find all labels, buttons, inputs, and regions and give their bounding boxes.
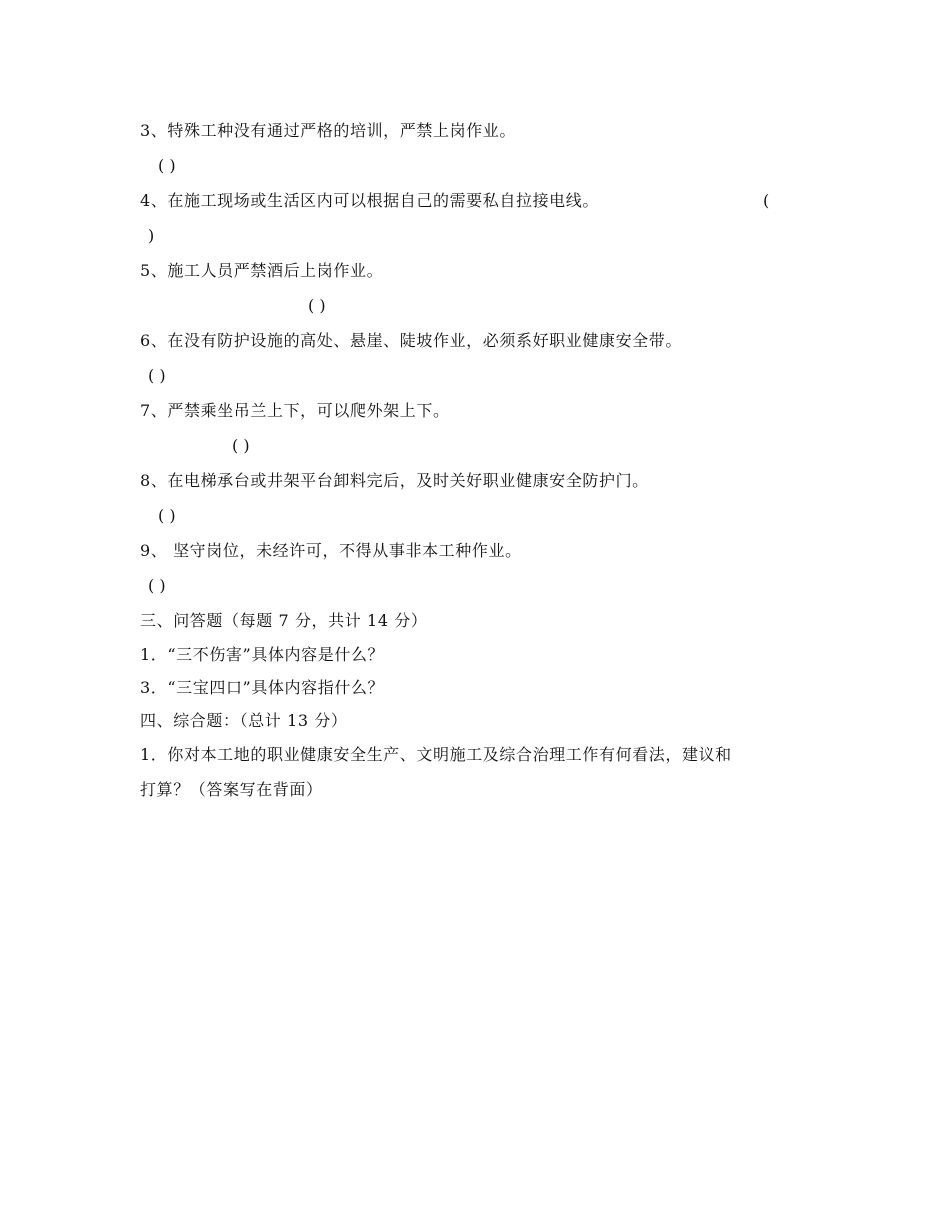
section-3-heading: 三、问答题（每题 7 分，共计 14 分） [140, 611, 428, 630]
section-4-heading: 四、综合题：（总计 13 分） [140, 711, 348, 730]
question-4-blank-open: ( [763, 191, 770, 210]
question-6-text: 6、在没有防护设施的高处、悬崖、陡坡作业，必须系好职业健康安全带。 [140, 331, 682, 350]
question-8-text: 8、在电梯承台或井架平台卸料完后，及时关好职业健康安全防护门。 [140, 471, 649, 490]
question-6-answer-blank: ( ) [148, 366, 166, 385]
question-4-text: 4、在施工现场或生活区内可以根据自己的需要私自拉接电线。 [140, 191, 599, 210]
section-4-question-1-line-2: 打算？（答案写在背面） [140, 780, 323, 799]
question-8-answer-blank: ( ) [158, 506, 176, 525]
section-4-question-1-line-1: 1．你对本工地的职业健康安全生产、文明施工及综合治理工作有何看法，建议和 [140, 745, 732, 764]
question-5-answer-blank: ( ) [308, 296, 326, 315]
question-7-text: 7、严禁乘坐吊兰上下，可以爬外架上下。 [140, 401, 450, 420]
question-3-text: 3、特殊工种没有通过严格的培训，严禁上岗作业。 [140, 121, 516, 140]
section-3-question-3: 3．“三宝四口”具体内容指什么？ [140, 678, 385, 697]
question-4-blank-close: ) [148, 226, 155, 245]
question-9-text: 9、 坚守岗位，未经许可，不得从事非本工种作业。 [140, 541, 522, 560]
question-9-answer-blank: ( ) [148, 576, 166, 595]
question-7-answer-blank: ( ) [232, 436, 250, 455]
question-5-text: 5、施工人员严禁酒后上岗作业。 [140, 261, 384, 280]
section-3-question-1: 1．“三不伤害”具体内容是什么？ [140, 645, 385, 664]
question-3-answer-blank: ( ) [158, 156, 176, 175]
